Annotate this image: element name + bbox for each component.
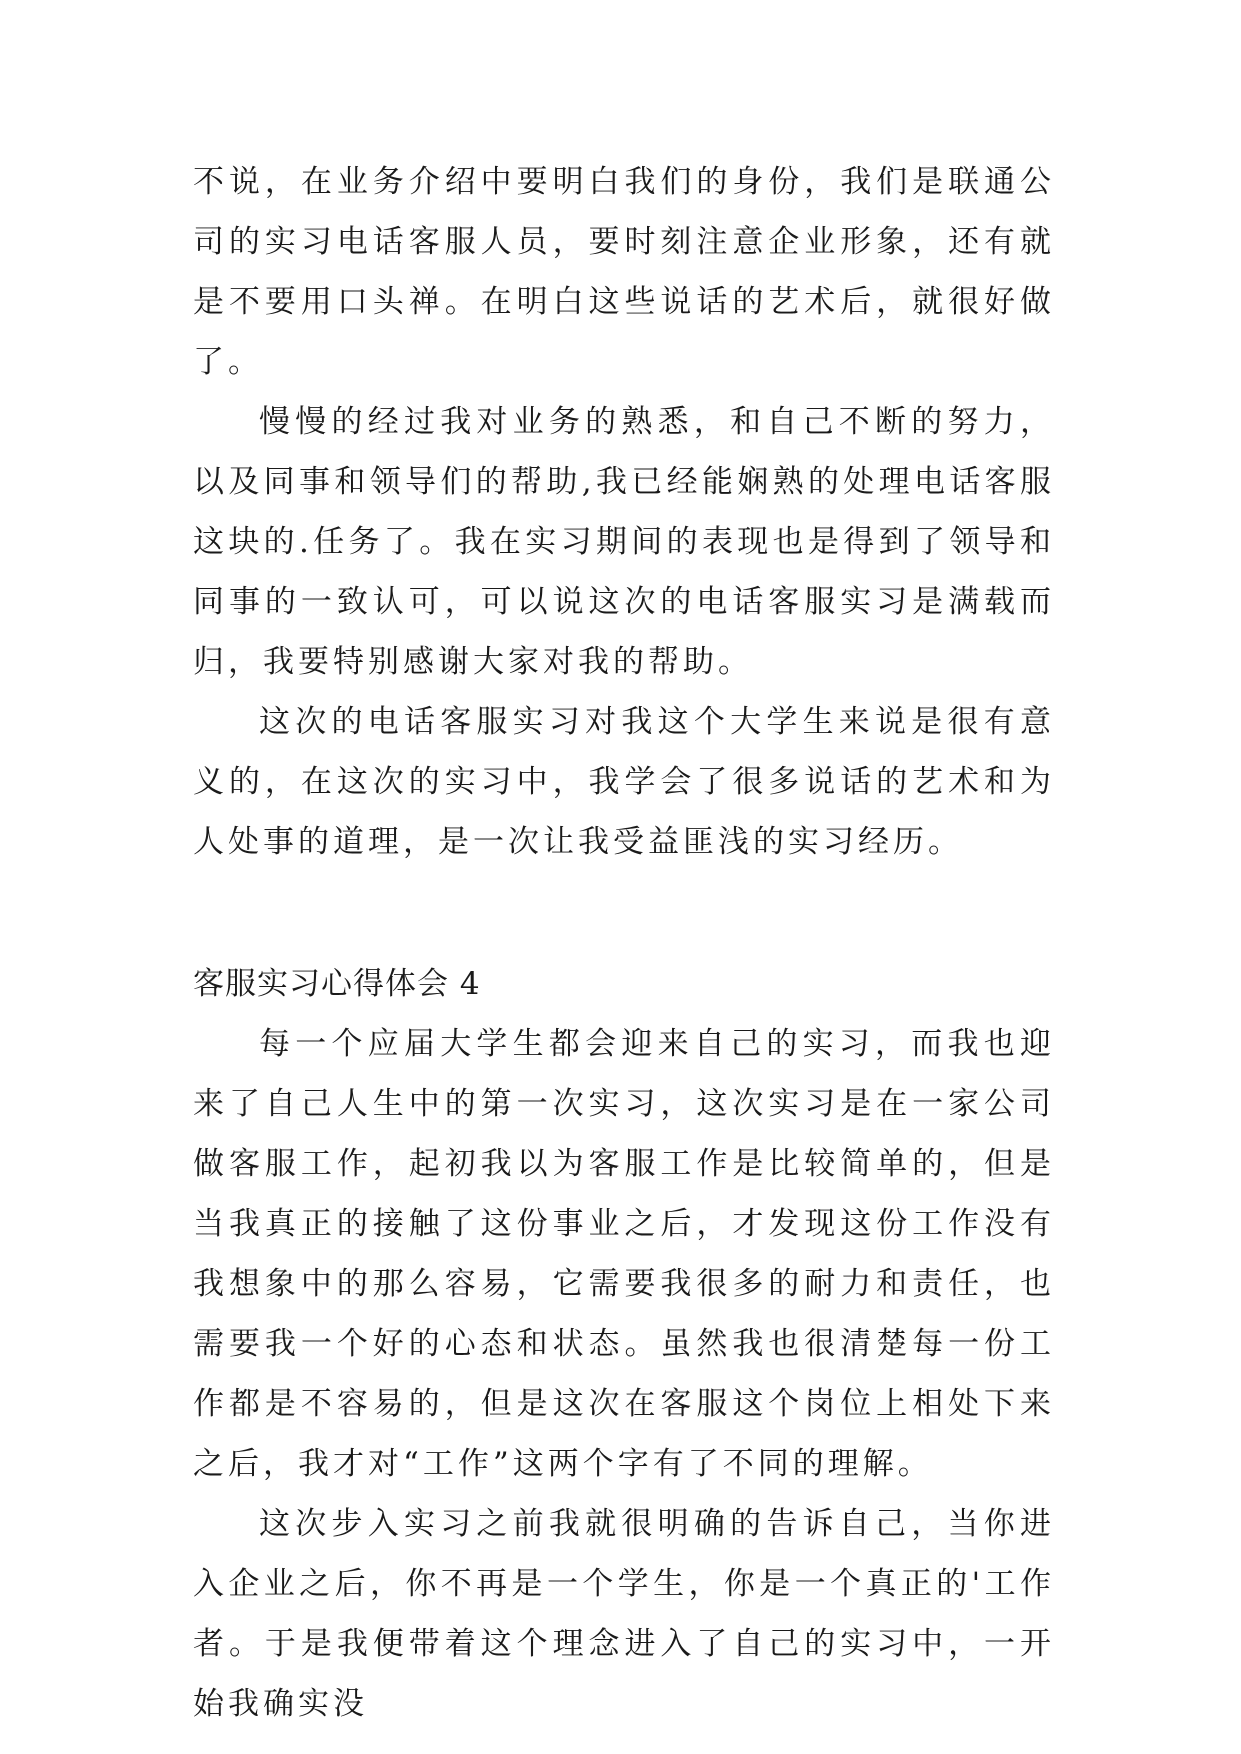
section-heading: 客服实习心得体会 4 [193,966,481,1002]
paragraph-meaning: 这次的电话客服实习对我这个大学生来说是很有意义的，在这次的实习中，我学会了很多说话的艺术和为人处事的道理，是一次让我受益匪浅的实习经历。 [193,704,1055,860]
document-body [193,152,1055,1734]
paragraph-intro: 每一个应届大学生都会迎来自己的实习，而我也迎来了自己人生中的第一次实习，这次实习是在一家公司做客服工作，起初我以为客服工作是比较简单的，但是当我真正的接触了这份事业之后，才发现这份工作没有我想象中的那么容易，它需要我很多的耐力和责任，也需要我一个好的心态和状态。虽然我也很清楚每一份工作都是不容易的，但是这次在客服这个岗位上相处下来之后，我才对“工作”这两个字有了不同的理解。 [193,1026,1055,1482]
section-spacer [193,872,1055,954]
paragraph-continued: 不说，在业务介绍中要明白我们的身份，我们是联通公司的实习电话客服人员，要时刻注意企业形象，还有就是不要用口头禅。在明白这些说话的艺术后，就很好做了。 [193,164,1055,380]
paragraph-start: 这次步入实习之前我就很明确的告诉自己，当你进入企业之后，你不再是一个学生，你是一个真正的'工作者。于是我便带着这个理念进入了自己的实习中，一开始我确实没 [193,1506,1055,1722]
paragraph-skill: 慢慢的经过我对业务的熟悉，和自己不断的努力，以及同事和领导们的帮助,我已经能娴熟的处理电话客服这块的.任务了。我在实习期间的表现也是得到了领导和同事的一致认可，可以说这次的电话客服实习是满载而归，我要特别感谢大家对我的帮助。 [193,404,1055,680]
